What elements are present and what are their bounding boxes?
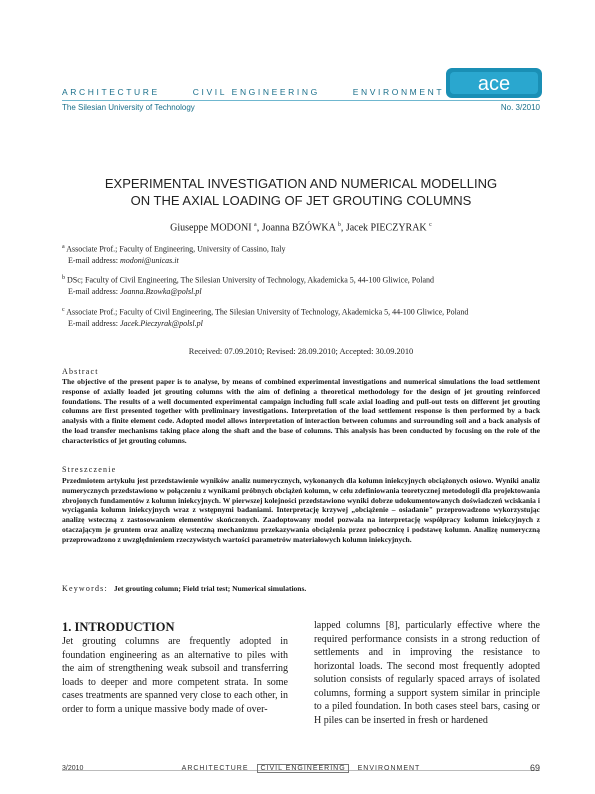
email-link[interactable]: Joanna.Bzowka@polsl.pl [119,286,202,296]
aff-sup: a [62,244,65,250]
author-name: Giuseppe MODONI [170,222,252,234]
author-list: Giuseppe MODONI $^a$, Joanna BZÓWKA $^b$, Jacek PIECZYRAK $^c$ [170,222,432,234]
email-link[interactable]: Jacek.Pieczyrak@polsl.pl [119,318,203,328]
affiliation-a [62,242,542,266]
aff-line: Associate Prof.; Faculty of Civil Engineering, The Silesian University of Technology, Akademicka 5, 44-100 Gliwice, Poland [66,307,469,317]
aff-line: Associate Prof.; Faculty of Engineering, University of Cassino, Italy [66,244,286,254]
keywords [62,584,540,593]
abstract-text: The objective of the present paper is to analyse, by means of combined experimental investigations and numerical simulations the load settlement response of axially loaded jet grouting columns with the aim of defining a theoretical methodology for the design of jet grouting reinforced foundations. The results of a well documented experimental campaign including full scale axial loading and pull-out tests on different jet grouting columns are first presented together with preliminary investigations. Interpretation of the load settlement response is then performed by a back analysis with a finite element code. Adopted model allows interpretation of interaction between columns and surrounding soil and a back analysis of the load transfer mechanisms taking place along the shaft and the base of columns. This analysis has been conducted by focusing on the role of the characteristics of jet grouting columns. [62,377,540,445]
logo-text: ace [477,73,511,95]
footer-series [62,765,540,772]
university-name: The Silesian University of Technology [62,103,195,112]
title-line-1: EXPERIMENTAL INVESTIGATION AND NUMERICAL MODELLING [104,176,498,191]
aff-line: DSc; Faculty of Civil Engineering, The Silesian University of Technology, Akademicka 5, 44-100 Gliwice, Poland [67,275,435,285]
author-sup: c [429,222,432,228]
footer-series-environment: ENVIRONMENT [357,765,421,772]
issue-number: No. 3/2010 [500,103,540,112]
affiliation-b [62,273,542,297]
email-label: E-mail address: [68,318,118,328]
author-name: Joanna BZÓWKA [261,222,336,234]
series-architecture: ARCHITECTURE [62,87,160,97]
streszczenie-text: Przedmiotem artykułu jest przedstawienie wyników analiz numerycznych, wykonanych dla kolumn iniekcyjnych obciążonych osiowo. Wyniki analiz numerycznych przedstawiono w połączeniu z wynikami próbnych obciążeń kolumn, w celu zdefiniowania teoretycznej metodologii dla projektowania zbrojonych fundamentów z kolumn iniekcyjnych. W pierwszej kolejności przedstawiono wyniki dobrze udokumentowanych doświadczeń wciskania i wyciągania kolumn iniekcyjnych wraz z wstępnymi badaniami. Interpretację krzywej „obciążenie – osiadanie" przeprowadzono wykorzystując analizę wsteczną z zastosowaniem elementów skończonych. Zaadoptowany model pozwala na interpretację współpracy kolumn iniekcyjnych z otaczającym je gruntem oraz analizę wsteczną mechanizmu przekazywania obciążenia przez pobocznicę i podstawę kolumn. Analizę numeryczną przeprowadzono z uwzględnieniem rzeczywistych wartości parametrów materiałowych kolumn iniekcyjnych. [62,476,540,544]
header-rule [62,100,540,101]
affiliation-c [62,305,542,329]
body-column-right: lapped columns [8], particularly effective where the required performance consists in a strong reduction of settlements and in improving the resistance to horizontal loads. The second most frequently adopted solution consists of regularly spaced arrays of isolated columns, forming a support system similar in principle to a piled foundation. In both cases steel bars, casing or H piles can be inserted in fresh or hardened [314,620,540,726]
email-label: E-mail address: [68,255,118,265]
series-civil-engineering: CIVIL ENGINEERING [192,87,320,97]
received-dates: Received: 07.09.2010; Revised: 28.09.2010; Accepted: 30.09.2010 [188,347,414,356]
page-number: 69 [529,763,540,773]
email-label: E-mail address: [68,286,118,296]
abstract-heading: Abstract [62,367,99,376]
journal-series-header [62,87,472,97]
footer-series-architecture: ARCHITECTURE [181,765,249,772]
series-environment: ENVIRONMENT [352,87,445,97]
streszczenie-heading: Streszczenie [62,465,117,474]
paper-title [62,175,540,209]
title-line-2: ON THE AXIAL LOADING OF JET GROUTING COLUMNS [130,193,472,208]
section-heading-introduction: 1. INTRODUCTION [62,620,175,634]
footer-series-civil-engineering: CIVIL ENGINEERING [257,764,348,773]
author-name: Jacek PIECZYRAK [345,222,427,234]
aff-sup: c [62,307,65,313]
footer-issue: 3/2010 [62,765,84,772]
aff-sup: b [62,275,65,281]
body-column-left: Jet grouting columns are frequently adopted in foundation engineering as an alternative to piles with the aim of strengthening weak subsoil and transferring loads to deeper and more competent strata. In some cases treatments are spanned very close to each other, in order to form a unique massive body made of over- [62,636,288,715]
author-sup: b [337,222,341,228]
author-sup: a [254,222,257,228]
email-link[interactable]: modoni@unicas.it [119,255,179,265]
ace-logo [446,68,542,98]
keywords-value: Jet grouting column; Field trial test; Numerical simulations. [113,584,307,593]
keywords-label: Keywords: [62,584,108,593]
